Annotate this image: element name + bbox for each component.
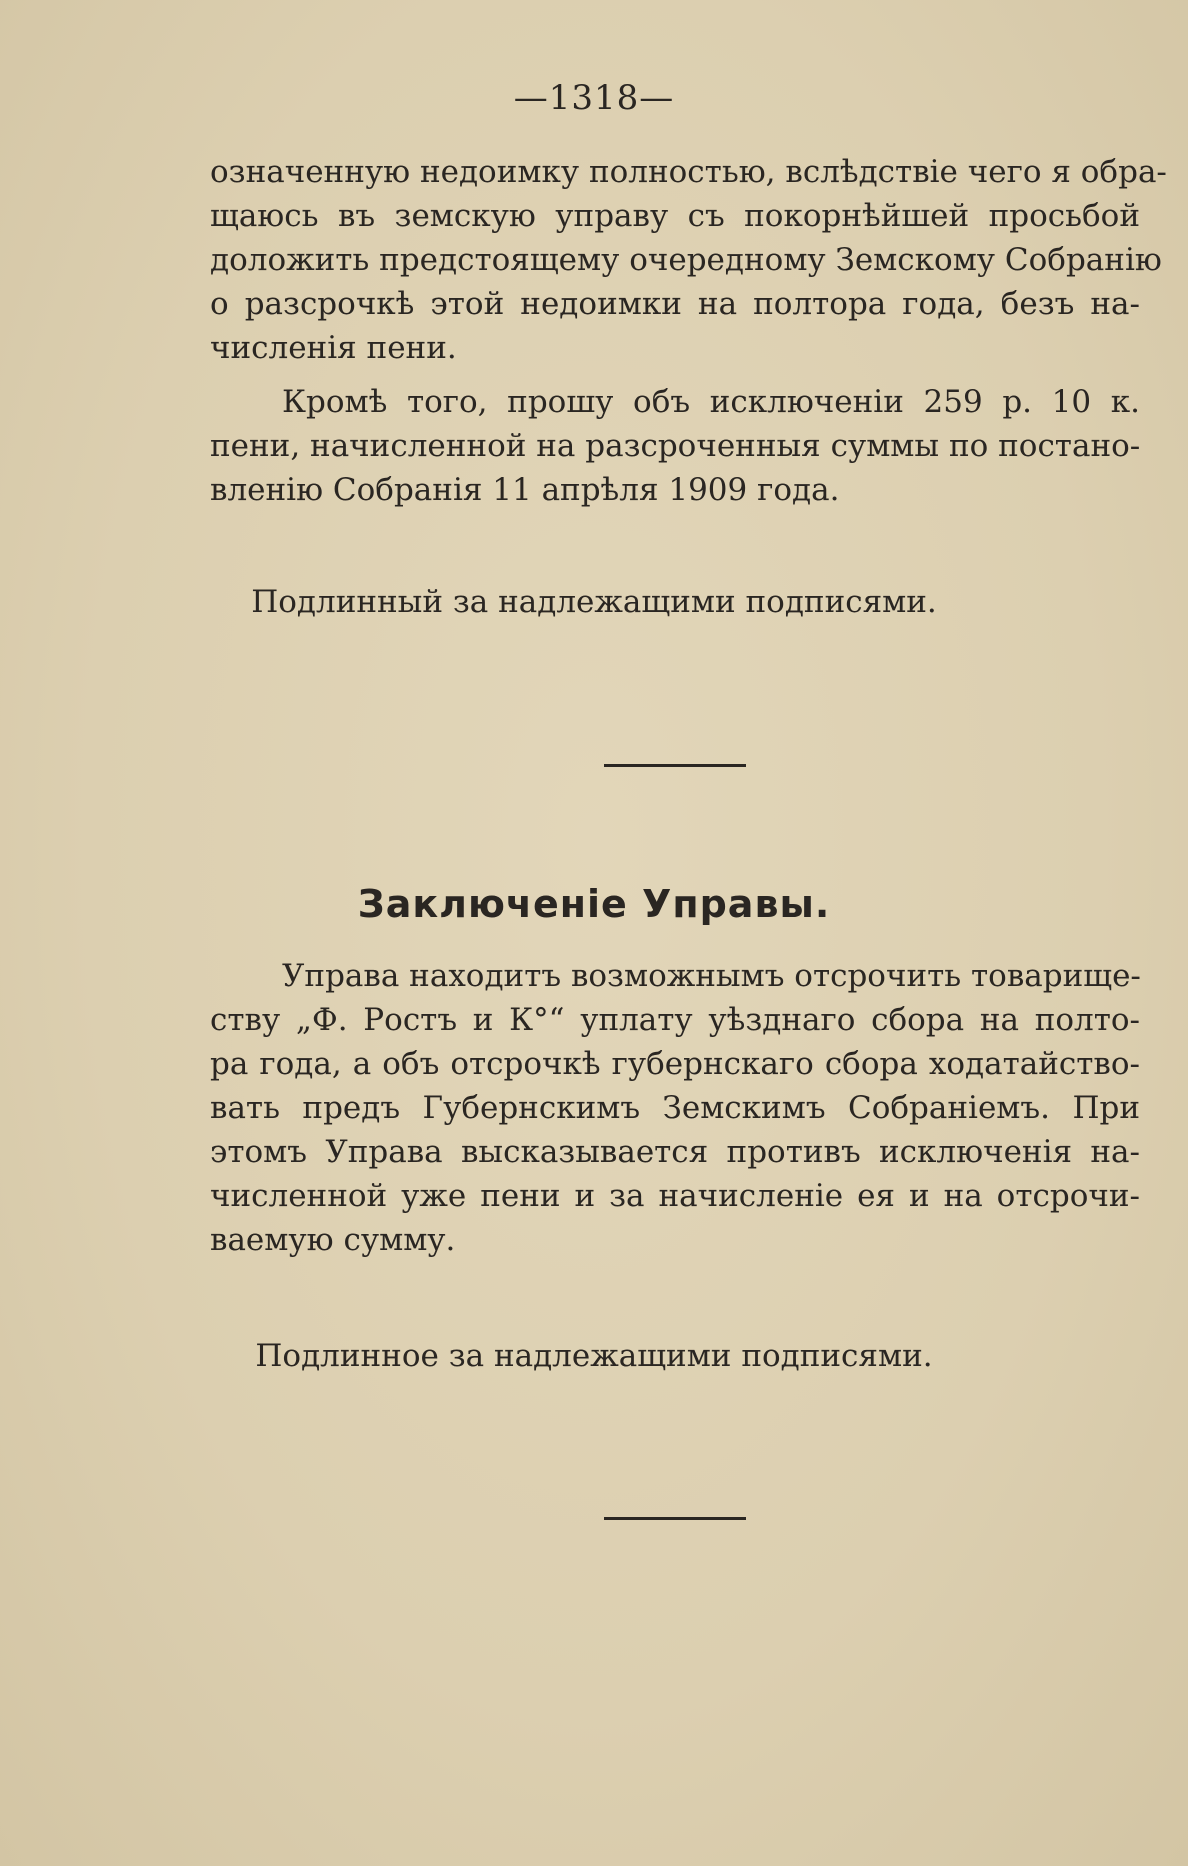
text-line: о разсрочкѣ этой недоимки на полтора года, безъ на- [210,286,1140,322]
section-divider [604,764,746,767]
text-line: Управа находитъ возможнымъ отсрочить товарище- [282,958,1141,994]
paragraph-conclusion [210,954,1140,1262]
text-line: щаюсь въ земскую управу съ покорнѣйшей просьбой [210,198,1140,234]
text-line: пени, начисленной на разсроченныя суммы по постано- [210,428,1141,464]
text-line: ваемую сумму. [210,1222,456,1258]
text-line: ству „Ф. Ростъ и К°“ уплату уѣзднаго сбора на полто- [210,1002,1140,1038]
text-line: доложить предстоящему очередному Земскому Собранію [210,242,1162,278]
paragraph-exclusion [210,380,1140,512]
text-line: Кромѣ того, прошу объ исключеніи 259 р. 10 к. [282,384,1140,420]
section-heading: Заключеніе Управы. [357,882,831,926]
page-number: —1318— [513,78,675,118]
text-line: означенную недоимку полностью, вслѣдствіе чего я обра- [210,154,1167,190]
text-line: этомъ Управа высказывается противъ исключенія на- [210,1134,1140,1170]
signature-note-1: Подлинный за надлежащими подписями. [251,584,937,620]
text-line: вленію Собранія 11 апрѣля 1909 года. [210,472,840,508]
paragraph-request [210,150,1167,370]
text-line: численія пени. [210,330,457,366]
end-divider [604,1517,746,1520]
text-line: ра года, а объ отсрочкѣ губернскаго сбора ходатайство- [210,1046,1140,1082]
text-line: численной уже пени и за начисленіе ея и на отсрочи- [210,1178,1140,1214]
text-line: вать предъ Губернскимъ Земскимъ Собраніемъ. При [210,1090,1140,1126]
signature-note-2: Подлинное за надлежащими подписями. [255,1338,933,1374]
